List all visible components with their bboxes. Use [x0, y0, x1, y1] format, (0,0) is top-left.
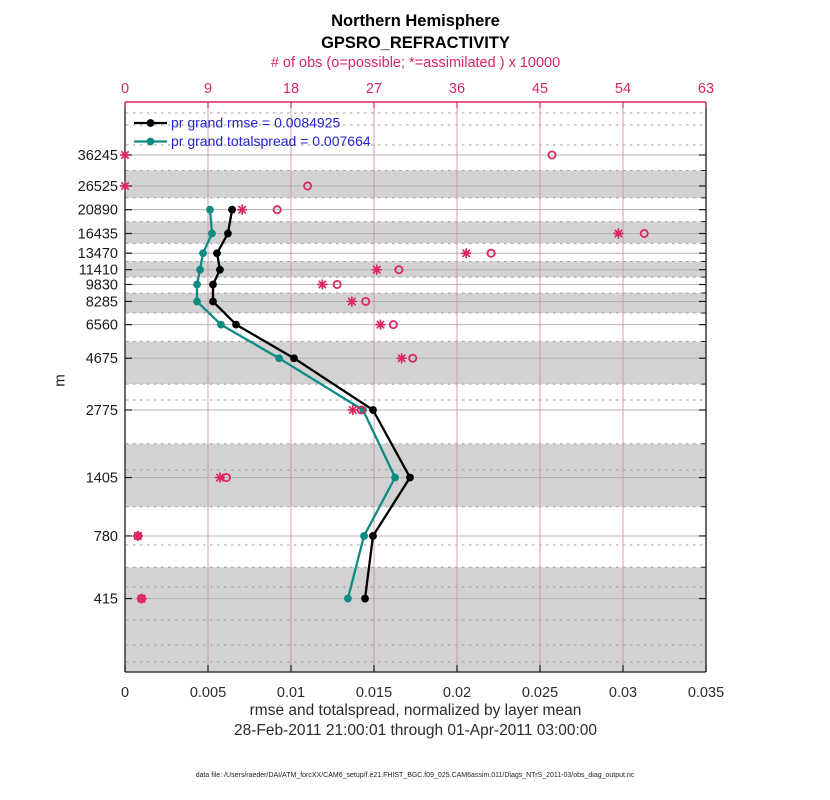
y-tick-label: 415 — [93, 591, 118, 608]
x-bottom-tick-label: 0.015 — [355, 685, 393, 701]
assimilated-marker — [614, 229, 623, 238]
rmse-point — [369, 532, 377, 540]
legend-entry: pr grand totalspread = 0.007664 — [171, 133, 371, 149]
x-top-tick-label: 9 — [203, 81, 213, 97]
x-bottom-tick-labels — [121, 685, 724, 701]
y-tick-label: 6560 — [85, 317, 118, 334]
totalspread-point — [208, 230, 216, 238]
assimilated-marker — [397, 354, 406, 363]
x-top-tick-label: 45 — [531, 81, 549, 97]
rmse-point — [228, 206, 236, 214]
totalspread-point — [217, 321, 225, 329]
totalspread-point — [391, 474, 399, 482]
data-file-path: data file: /Users/raeder/DAI/ATM_forcXX/CAM6_setup/f.e21.FHIST_BGC.f09_025.CAM6assim.011/Diags_NTrS_2011-03/obs_diag_output.nc — [195, 772, 635, 779]
rmse-point — [224, 230, 232, 238]
y-tick-label: 11410 — [78, 262, 118, 279]
assimilated-marker — [348, 406, 357, 415]
totalspread-point — [199, 249, 207, 257]
rmse-point — [216, 266, 224, 274]
date-range-caption: 28-Feb-2011 21:00:01 through 01-Apr-2011 03:00:00 — [233, 722, 598, 739]
rmse-point — [290, 354, 298, 362]
legend-sample-marker — [147, 119, 155, 127]
x-top-tick-labels — [121, 81, 714, 97]
bottom-axis-label: rmse and totalspread, normalized by layer mean — [249, 702, 582, 719]
rmse-point — [406, 474, 414, 482]
assimilated-marker — [376, 320, 385, 329]
rmse-point — [232, 321, 240, 329]
legend-entry: pr grand rmse = 0.0084925 — [171, 114, 341, 131]
x-bottom-tick-label: 0.025 — [521, 685, 559, 701]
y-tick-label: 780 — [93, 528, 118, 545]
x-top-tick-label: 18 — [282, 81, 300, 97]
x-bottom-tick-label: 0.03 — [608, 685, 638, 701]
x-top-tick-label: 54 — [614, 81, 632, 97]
rmse-point — [369, 406, 377, 414]
shaded-band — [126, 341, 706, 384]
assimilated-marker — [121, 151, 130, 160]
x-top-tick-label: 63 — [697, 81, 715, 97]
y-tick-label: 8285 — [85, 294, 118, 311]
assimilated-marker — [137, 594, 146, 603]
y-tick-labels — [78, 148, 118, 608]
legend-sample-marker — [147, 138, 155, 146]
y-tick-label: 1405 — [85, 470, 118, 487]
chart-title: Northern Hemisphere — [331, 12, 500, 30]
y-tick-label: 26525 — [77, 178, 118, 195]
y-tick-label: 16435 — [77, 226, 118, 243]
x-bottom-tick-label: 0.02 — [442, 685, 472, 701]
layer-shading-bands — [126, 170, 706, 672]
x-bottom-tick-label: 0 — [120, 685, 130, 701]
assimilated-marker — [134, 532, 143, 541]
rmse-point — [209, 281, 217, 289]
shaded-band — [126, 444, 706, 507]
totalspread-point — [360, 532, 368, 540]
assimilated-marker — [462, 249, 471, 258]
rmse-point — [361, 595, 369, 603]
x-bottom-tick-label: 0.01 — [276, 685, 306, 701]
shaded-band — [126, 170, 706, 197]
assimilated-marker — [238, 205, 247, 214]
assimilated-marker — [216, 473, 225, 482]
y-tick-label: 13470 — [77, 246, 118, 263]
totalspread-point — [193, 281, 201, 289]
totalspread-point — [344, 595, 352, 603]
rmse-point — [213, 249, 221, 257]
assimilated-marker — [372, 265, 381, 274]
x-bottom-tick-label: 0.035 — [687, 685, 725, 701]
x-top-tick-label: 36 — [448, 81, 466, 97]
y-tick-label: 9830 — [85, 277, 118, 294]
y-tick-label: 2775 — [85, 403, 118, 420]
totalspread-point — [206, 206, 214, 214]
assimilated-marker — [121, 182, 130, 191]
x-top-tick-label: 0 — [120, 81, 130, 97]
assimilated-marker — [347, 297, 356, 306]
y-tick-label: 4675 — [85, 351, 118, 368]
totalspread-point — [196, 266, 204, 274]
assimilated-marker — [318, 280, 327, 289]
y-tick-label: 20890 — [77, 202, 118, 219]
chart-subtitle: GPSRO_REFRACTIVITY — [321, 34, 510, 52]
x-top-tick-label: 27 — [365, 81, 383, 97]
legend — [134, 115, 371, 150]
top-axis-label: # of obs (o=possible; *=assimilated ) x 10000 — [270, 55, 561, 71]
y-axis-label: m — [51, 374, 69, 387]
x-bottom-tick-label: 0.005 — [189, 685, 227, 701]
rmse-point — [209, 298, 217, 306]
totalspread-point — [275, 354, 283, 362]
y-tick-label: 36245 — [77, 148, 118, 164]
totalspread-point — [193, 298, 201, 306]
